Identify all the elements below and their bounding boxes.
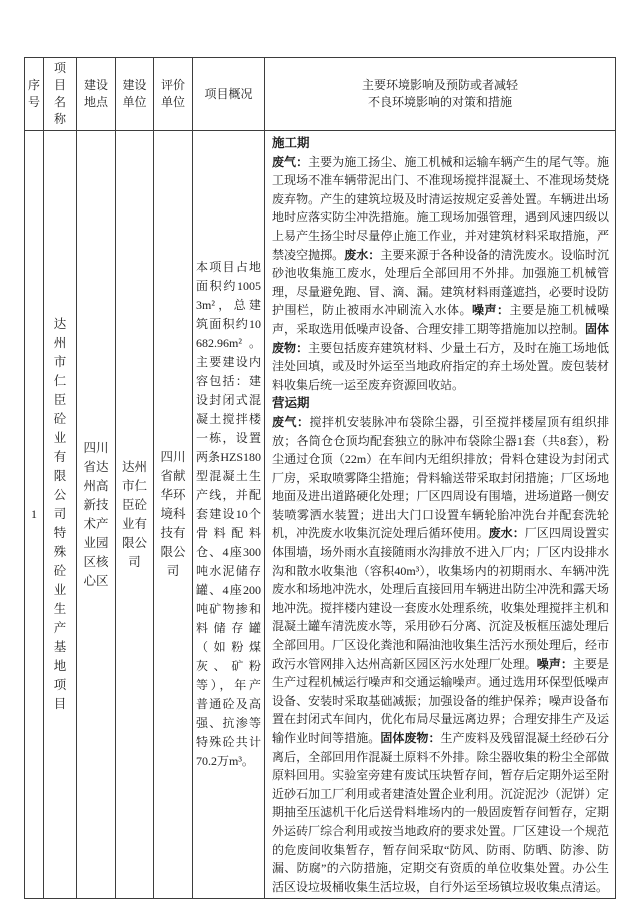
- cell-project-name: [44, 131, 77, 899]
- header-location: [77, 58, 116, 131]
- construction-period-paragraph: 废气：主要为施工扬尘、施工机械和运输车辆产生的尾气等。施工现场不准车辆带泥出门、不准现场搅拌混凝土、不准现场焚烧废弃物。产生的建筑垃圾及时清运按规定妥善处置。车辆进出场地时应落实防尘冲洗措施。施工现场加强管理，遇到风速四级以上易产生扬尘时尽量停止施工作业，并对建筑材料采取措施，严禁凌空抛掷。废水：主要来源于各种设备的清洗废水。设临时沉砂池收集施工废水，处理后全部回用不外排。加强施工机械管理，尽量避免跑、冒、滴、漏。建筑材料雨蓬遮挡，必要时设防护围栏，防止被雨水冲刷流入水体。噪声：主要是施工机械噪声，采取选用低噪声设备、合理安排工期等措施加以控制。固体废物：主要包括废弃建筑材料、少量土石方，及时在施工场地低洼处回填，或及时外运至当地政府指定的弃土场处置。废包装材料收集后统一运至废弃资源回收站。: [272, 154, 609, 392]
- project-name-text: 达州市仁臣砼业有限公司特殊砼业生产基地项目: [53, 317, 67, 712]
- operation-period-title: 营运期: [272, 396, 310, 411]
- header-index: [25, 58, 44, 131]
- header-overview: [193, 58, 265, 131]
- header-row: [25, 58, 616, 131]
- measures-text: [272, 134, 609, 896]
- location-text: 四川省达州高新技术产业园区核心区: [83, 440, 109, 588]
- eia-project-table: [24, 57, 616, 899]
- header-project-name: [44, 58, 77, 131]
- overview-text: 本项目占地面积约10053m²，总建筑面积约10682.96m²。主要建设内容包括：建设封闭式混凝土搅拌楼一栋，设置两条HZS180型混凝土生产线，并配套建设10个骨料配料仓、4座300吨水泥储存罐、4座200吨矿物掺和料储存罐（如粉煤灰、矿粉等），年产普通砼及高强、抗渗等特殊砼共计70.2万m³。: [196, 260, 261, 769]
- cell-location: [77, 131, 116, 899]
- cell-overview: [193, 131, 265, 899]
- cell-index: 1: [25, 131, 44, 899]
- table-row: [25, 131, 616, 899]
- operation-period-paragraph: 废气：搅拌机安装脉冲布袋除尘器，引至搅拌楼屋顶有组织排放；各筒仓仓顶均配套独立的脉冲布袋除尘器1套（共8套），粉尘通过仓顶（22m）在车间内无组织排放；骨料仓建设为封闭式厂房，采取喷雾降尘措施；骨料输送带采取封闭措施；厂区场地地面及进出道路硬化处理；厂区四周设有围墙，进场道路一侧安装喷雾洒水装置；进出大门口设置车辆轮胎冲洗台并配套洗轮机，冲洗废水收集沉淀处理后循环使用。废水：厂区四周设置实体围墙，场外雨水直接随雨水沟排放不进入厂内；厂区内设排水沟和散水收集池（容积40m³），收集场内的初期雨水、车辆冲洗废水和场地冲洗水，处理后直接回用车辆进出防尘冲洗和露天场地冲洗。搅拌楼内建设一套废水处理系统，收集处理搅拌主机和混凝土罐车清洗废水等，采用砂石分离、沉淀及板框压滤处理后全部回用。厂区设化粪池和隔油池收集生活污水预处理后，经市政污水管网排入达州高新区园区污水处理厂处理。噪声：主要是生产过程机械运行噪声和交通运输噪声。通过选用环保型低噪声设备、安装时采取基础减振；加强设备的维护保养；噪声设备布置在封闭式车间内，优化布局尽量远离边界；合理安排生产及运输作业时间等措施。固体废物：生产废料及残留混凝土经砂石分离后，全部回用作混凝土原料不外排。除尘器收集的粉尘全部做原料回用。实验室旁建有废试压块暂存间，暂存后定期外运至附近砂石加工厂利用或者建渣处置企业利用。沉淀泥沙（泥饼）定期抽至压滤机干化后送骨料堆场内的一般固废暂存间暂存，定期外运砖厂综合利用或按当地政府的要求处置。厂区建设一个规范的危废间收集暂存，暂存间采取“防风、防雨、防晒、防渗、防漏、防腐”的六防措施，定期交有资质的单位收集处置。办公生活区设垃圾桶收集生活垃圾，自行外运至场镇垃圾收集点清运。: [272, 414, 609, 894]
- cell-builder: [116, 131, 154, 899]
- evaluator-text: 四川省献华环境科技有限公司: [160, 450, 186, 579]
- header-index-label: 序号: [27, 78, 40, 109]
- cell-measures: [265, 131, 616, 899]
- header-evaluator: [154, 58, 193, 131]
- builder-text: 达州市仁臣砼业有限公司: [121, 459, 147, 569]
- header-builder-label: 建设单位: [122, 78, 147, 109]
- header-measures-line2: 不良环境影响的对策和措施: [367, 95, 512, 109]
- header-location-label: 建设地点: [83, 78, 108, 109]
- header-builder: [116, 58, 154, 131]
- cell-evaluator: [154, 131, 193, 899]
- construction-period-title: 施工期: [272, 136, 310, 150]
- header-evaluator-label: 评价单位: [160, 78, 185, 109]
- header-measures: [265, 58, 616, 131]
- header-overview-label: 项目概况: [204, 86, 253, 101]
- header-project-name-label: 项目名称: [53, 61, 66, 126]
- header-measures-line1: 主要环境影响及预防或者减轻: [361, 78, 518, 92]
